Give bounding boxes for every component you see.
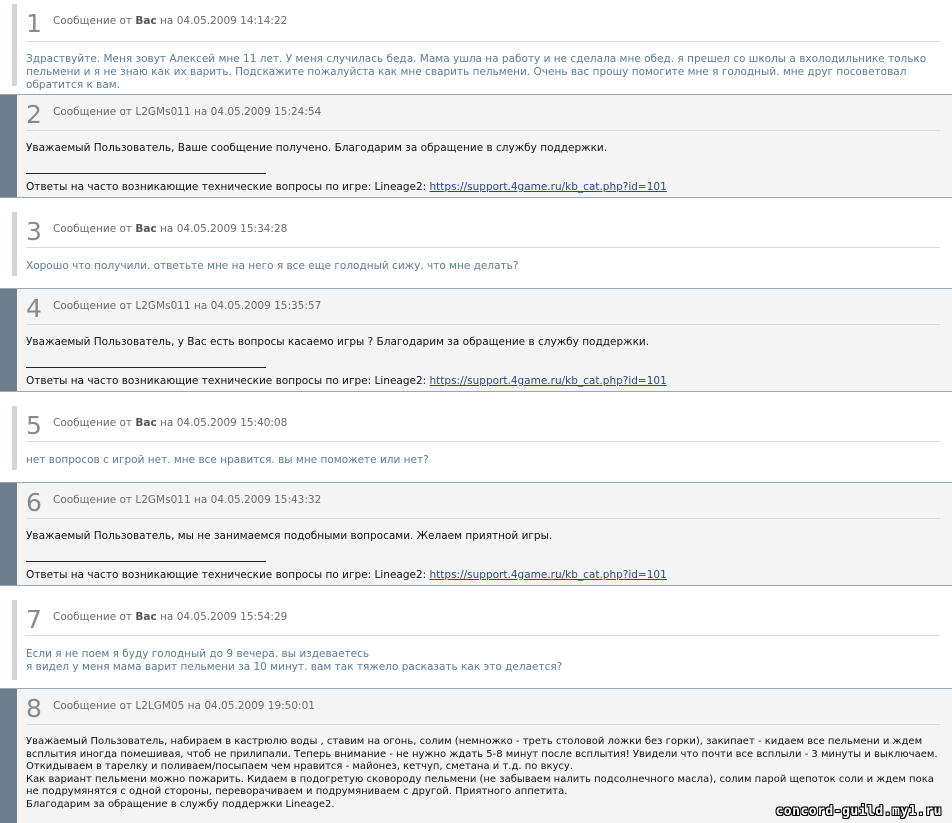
signature-line — [26, 367, 266, 368]
message-paragraph: Уважаемый Пользователь, набираем в кастрюлю воды , ставим на огонь, солим (немножко - треть столовой ложки без горки), закипает - кидаем все пельмени и ждем всплытия иногда помешивая, чтоб не прилипали. Теперь внимание - не нужно ждать 5-8 минут после всплытия! Увидели что почти все всплыли - 3 минуты и выключаем. Откидываем в тарелку и поливаем/посыпаем чем нравится - майонез, кетчуп, сметана и т.д. по вкусу. — [26, 736, 938, 772]
message-7 — [0, 600, 952, 680]
message-body — [26, 736, 942, 811]
message-body: Хорошо что получили. ответьте мне на него я все еще голодный сижу. что мне делать? — [26, 260, 519, 272]
header-prefix: Сообщение от — [53, 223, 133, 235]
message-date: 04.05.2009 15:43:32 — [210, 494, 322, 506]
message-date: 04.05.2009 15:40:08 — [176, 417, 288, 429]
message-author: L2LGM05 — [135, 700, 185, 712]
message-body: Уважаемый Пользователь, мы не занимаемся подобными вопросами. Желаем приятной игры. — [26, 530, 553, 542]
header-mid: на — [193, 106, 208, 118]
message-number: 5 — [26, 411, 42, 440]
message-2 — [0, 94, 952, 198]
message-4 — [0, 288, 952, 392]
faq-label: Ответы на часто возникающие технические вопросы по игре: Lineage2: — [26, 569, 427, 581]
message-date: 04.05.2009 15:34:28 — [176, 223, 288, 235]
signature-line — [26, 561, 266, 562]
message-8 — [0, 688, 952, 823]
header-prefix: Сообщение от — [53, 611, 133, 623]
message-header — [53, 700, 315, 712]
message-date: 04.05.2009 15:54:29 — [176, 611, 288, 623]
faq-line — [26, 569, 667, 581]
message-3 — [0, 212, 952, 276]
message-accent-bar — [0, 289, 17, 391]
message-accent-bar — [12, 4, 17, 86]
message-author: Вас — [135, 15, 157, 27]
message-author: L2GMs011 — [135, 494, 191, 506]
faq-link[interactable]: https://support.4game.ru/kb_cat.php?id=101 — [429, 569, 667, 581]
message-author: L2GMs011 — [135, 106, 191, 118]
message-line: Если я не поем я буду голодный до 9 вечера. вы издеваетесь — [26, 648, 370, 660]
header-mid: на — [193, 300, 208, 312]
header-mid: на — [193, 494, 208, 506]
divider — [26, 441, 940, 442]
message-author: Вас — [135, 417, 157, 429]
message-paragraph: Благодарим за обращение в службу поддержки Lineage2. — [26, 798, 335, 810]
divider — [26, 41, 940, 42]
message-body: нет вопросов с игрой нет. мне все нравится. вы мне поможете или нет? — [26, 454, 429, 466]
message-author: Вас — [135, 611, 157, 623]
header-mid: на — [160, 223, 174, 235]
message-header — [53, 611, 287, 623]
header-mid: на — [187, 700, 201, 712]
message-number: 4 — [26, 294, 42, 323]
message-header — [53, 106, 321, 118]
faq-link[interactable]: https://support.4game.ru/kb_cat.php?id=101 — [429, 375, 667, 387]
message-accent-bar — [12, 212, 17, 276]
header-mid: на — [160, 15, 174, 27]
message-body: Здраствуйте. Меня зовут Алексей мне 11 лет. У меня случилась беда. Мама ушла на работу и не сделала мне обед. я прешел со школы а вхолодильнике только пельмени и я не знаю как их варить. Подскажите пожалуйста как мне сварить пельмени. Очень вас прошу помогите мне я голодный. мне друг посоветовал обратится к вам. — [26, 53, 927, 91]
message-accent-bar — [12, 406, 17, 470]
message-date: 04.05.2009 19:50:01 — [204, 700, 315, 712]
message-accent-bar — [0, 689, 17, 823]
message-body: Уважаемый Пользователь, у Вас есть вопросы касаемо игры ? Благодарим за обращение в службу поддержки. — [26, 336, 650, 348]
message-accent-bar — [0, 483, 17, 585]
message-author: Вас — [135, 223, 157, 235]
message-body: Уважаемый Пользователь, Ваше сообщение получено. Благодарим за обращение в службу поддержки. — [26, 142, 608, 154]
header-prefix: Сообщение от — [53, 700, 133, 712]
signature-line — [26, 173, 266, 174]
message-number: 1 — [26, 9, 42, 38]
message-header — [53, 15, 287, 27]
message-header — [53, 223, 287, 235]
message-date: 04.05.2009 15:24:54 — [210, 106, 322, 118]
message-accent-bar — [12, 600, 17, 680]
faq-label: Ответы на часто возникающие технические вопросы по игре: Lineage2: — [26, 181, 427, 193]
message-author: L2GMs011 — [135, 300, 191, 312]
message-line: я видел у меня мама варит пельмени за 10 минут. вам так тяжело расказать как это делается? — [26, 661, 563, 673]
message-5 — [0, 406, 952, 470]
faq-link[interactable]: https://support.4game.ru/kb_cat.php?id=101 — [429, 181, 667, 193]
message-header — [53, 417, 287, 429]
faq-line — [26, 375, 667, 387]
message-number: 8 — [26, 694, 42, 723]
message-header — [53, 494, 321, 506]
watermark: concord-guild.my1.ru — [775, 804, 942, 819]
header-mid: на — [160, 417, 174, 429]
divider — [26, 635, 940, 636]
message-number: 3 — [26, 217, 42, 246]
message-body — [26, 648, 942, 674]
divider — [26, 518, 940, 519]
message-6 — [0, 482, 952, 586]
message-date: 04.05.2009 15:35:57 — [210, 300, 322, 312]
header-prefix: Сообщение от — [53, 417, 133, 429]
faq-line — [26, 181, 667, 193]
message-accent-bar — [0, 95, 17, 197]
divider — [26, 130, 940, 131]
header-prefix: Сообщение от — [53, 300, 133, 312]
header-prefix: Сообщение от — [53, 106, 133, 118]
faq-label: Ответы на часто возникающие технические вопросы по игре: Lineage2: — [26, 375, 427, 387]
divider — [26, 724, 940, 725]
message-number: 7 — [26, 605, 42, 634]
header-prefix: Сообщение от — [53, 494, 133, 506]
message-number: 6 — [26, 488, 42, 517]
message-date: 04.05.2009 14:14:22 — [176, 15, 288, 27]
message-header — [53, 300, 321, 312]
message-1 — [0, 4, 952, 91]
divider — [26, 324, 940, 325]
header-prefix: Сообщение от — [53, 15, 133, 27]
message-paragraph: Как вариант пельмени можно пожарить. Кидаем в подогретую сковороду пельмени (не забываем налить подсолнечного масла), солим парой щепоток соли и ждем пока не подрумянятся с одной стороны, переворачиваем и подрумяниваем с другой. Приятного аппетита. — [26, 773, 934, 797]
divider — [26, 247, 940, 248]
header-mid: на — [160, 611, 174, 623]
message-number: 2 — [26, 100, 42, 129]
